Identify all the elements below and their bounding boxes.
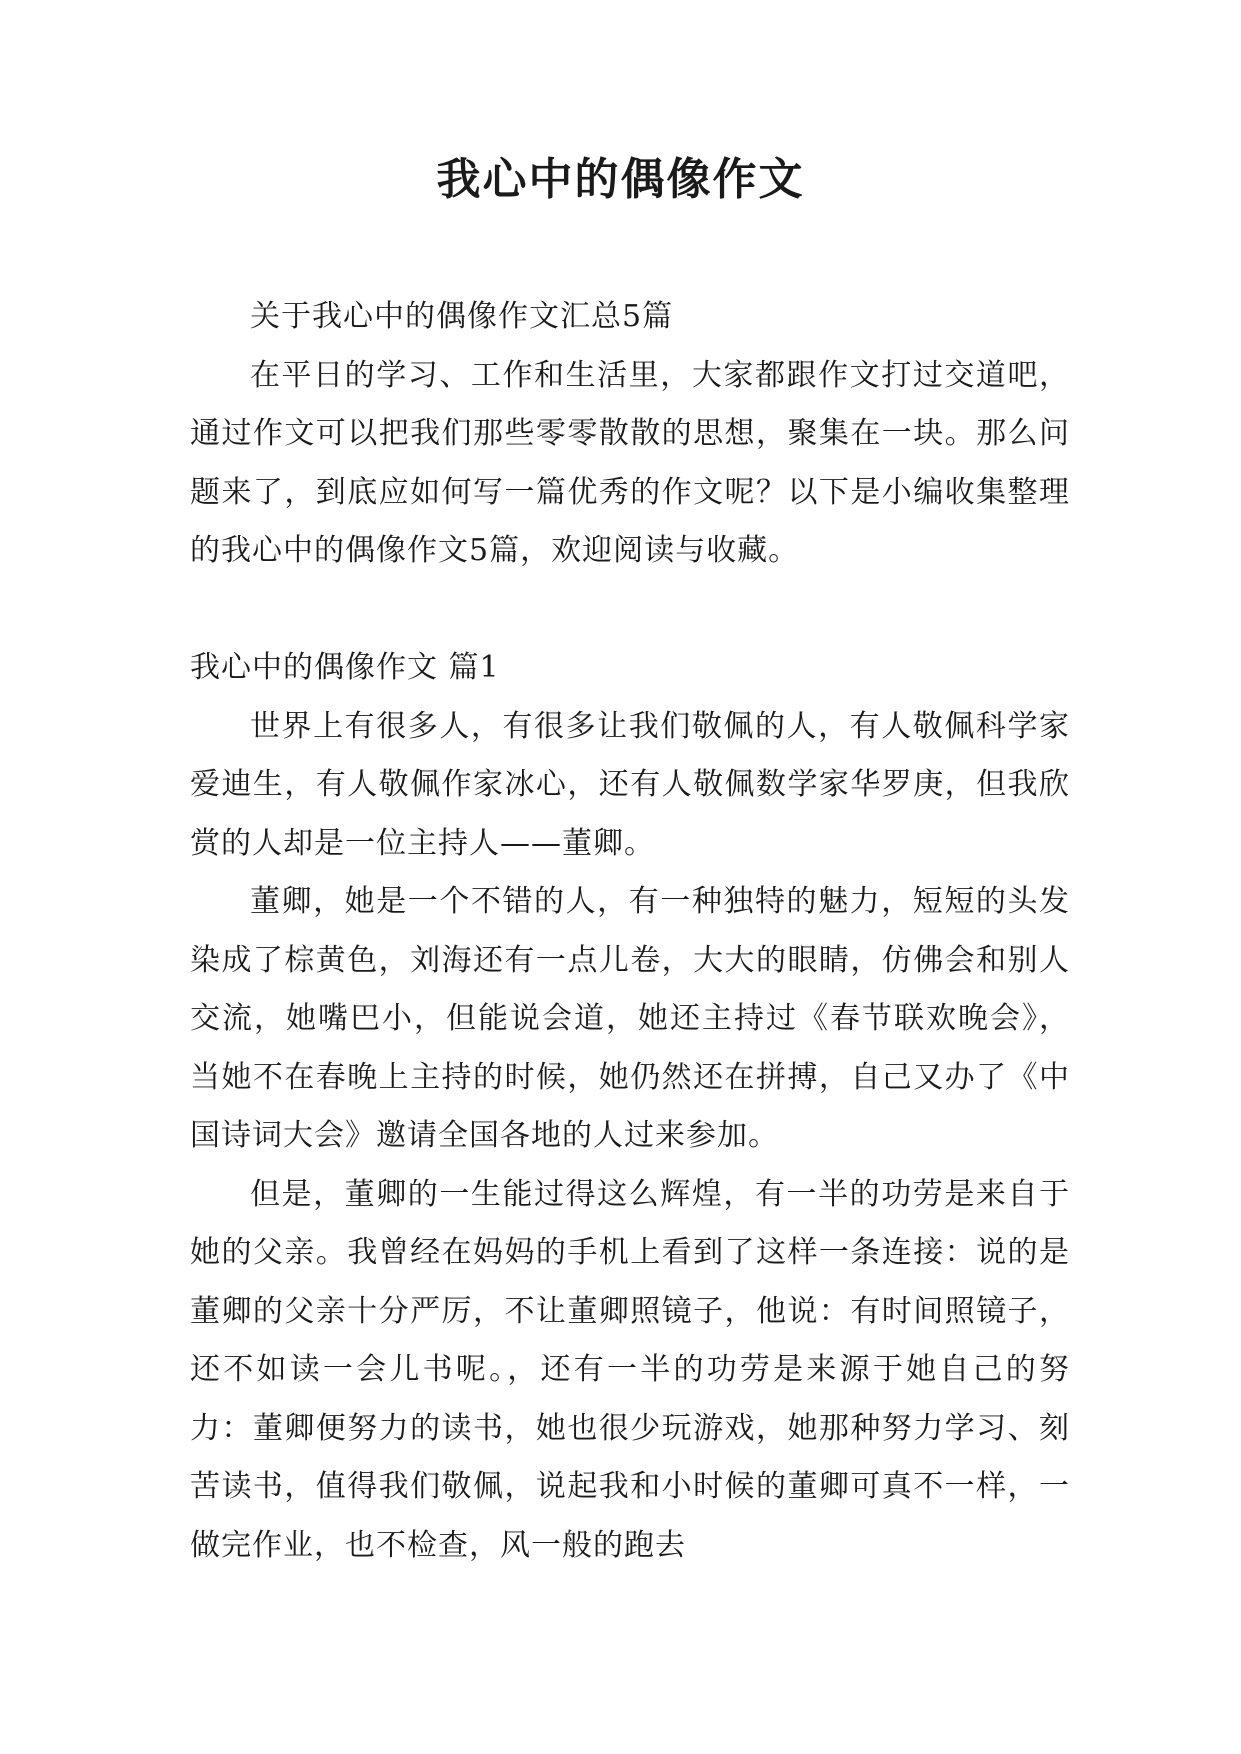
body-paragraph-1: 世界上有很多人，有很多让我们敬佩的人，有人敬佩科学家爱迪生，有人敬佩作家冰心，还有人敬佩数学家华罗庚，但我欣赏的人却是一位主持人——董卿。 xyxy=(190,708,1070,861)
intro-heading: 关于我心中的偶像作文汇总5篇 xyxy=(250,299,674,334)
paragraph-gap xyxy=(190,581,1070,640)
section-heading: 我心中的偶像作文 篇1 xyxy=(190,650,500,685)
intro-paragraph: 在平日的学习、工作和生活里，大家都跟作文打过交道吧，通过作文可以把我们那些零零散散的思想，聚集在一块。那么问题来了，到底应如何写一篇优秀的作文呢？以下是小编收集整理的我心中的偶像作文5篇，欢迎阅读与收藏。 xyxy=(190,357,1070,568)
body-paragraph-3: 但是，董卿的一生能过得这么辉煌，有一半的功劳是来自于她的父亲。我曾经在妈妈的手机上看到了这样一条连接：说的是董卿的父亲十分严厉，不让董卿照镜子，他说：有时间照镜子，还不如读一会儿书呢。，还有一半的功劳是来源于她自己的努力：董卿便努力的读书，她也很少玩游戏，她那种努力学习、刻苦读书，值得我们敬佩，说起我和小时候的董卿可真不一样，一做完作业，也不检查，风一般的跑去 xyxy=(190,1176,1070,1563)
document-body xyxy=(190,288,1070,1575)
document-title: 我心中的偶像作文 xyxy=(436,154,805,205)
body-paragraph-2: 董卿，她是一个不错的人，有一种独特的魅力，短短的头发染成了棕黄色，刘海还有一点儿卷，大大的眼睛，仿佛会和别人交流，她嘴巴小，但能说会道，她还主持过《春节联欢晚会》，当她不在春晚上主持的时候，她仍然还在拼搏，自己又办了《中国诗词大会》邀请全国各地的人过来参加。 xyxy=(190,884,1070,1153)
